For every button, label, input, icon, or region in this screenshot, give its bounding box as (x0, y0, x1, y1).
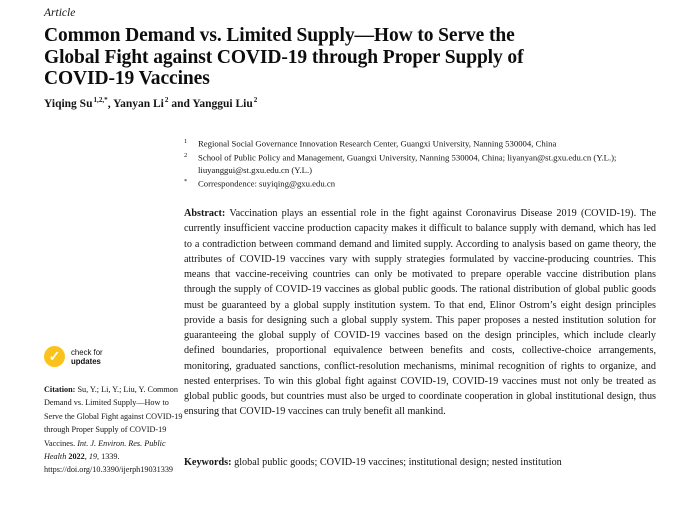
affiliation-item (184, 150, 658, 176)
author-list (44, 98, 257, 110)
affiliation-marker: 2 (184, 151, 188, 159)
author-name: Yanggui Liu (192, 98, 253, 110)
affiliation-marker: 1 (184, 138, 188, 145)
author-separator: , (107, 98, 114, 110)
keywords-label: Keywords: (184, 457, 232, 468)
page-title (44, 25, 664, 90)
keywords-text: global public goods; COVID-19 vaccines; institutional design; nested institution (234, 457, 562, 468)
title-line-1: Common Demand vs. Limited Supply—How to Serve the (44, 25, 515, 46)
citation-volume: 19 (88, 452, 97, 462)
abstract-text: Vaccination plays an essential role in the fight against Coronavirus Disease 2019 (COVID-19). The currently insufficient vaccine production capacity makes it difficult to balance supply with demand, which has led to a contradiction between command demand and limited supply. According to analysis based on game theory, the attributes of COVID-19 vaccines vary with supply strategies formulated by vaccine-producing countries. This means that vaccine-receiving countries can only be motivated to prepare operable vaccine distribution plans through the supply of COVID-19 vaccines as global public goods. The rational distribution of global public goods must be guaranteed by a global supply institution system. To that end, Elinor Ostrom’s eight design principles provide a basis for designing such a global supply system. This paper proposes a nested institution solution for guaranteeing the global supply of COVID-19 vaccines based on the design principles, which include clearly defined boundaries, proportional equivalence between benefits and costs, collective-choice arrangements, monitoring, graduated sanctions, conflict-resolution mechanisms, minimal recognition of rights to organize, and nested enterprises. To win this global fight against COVID-19, COVID-19 vaccines must not only be treated as global public goods, but countries must also be urged to coordinate cooperation in global institutional design, thus ensuring that COVID-19 vaccines can truly benefit all mankind. (184, 208, 656, 418)
affiliation-text: Correspondence: suyiqing@gxu.edu.cn (198, 178, 336, 189)
citation-label: Citation: (44, 385, 76, 394)
article-type-label: Article (44, 7, 76, 19)
citation-journal: Int. J. Environ. Res. Public Health (44, 438, 166, 462)
author-affil-sup: 2 (164, 96, 169, 105)
citation-separator: , (84, 452, 89, 462)
author-affil-sup: 2 (253, 96, 258, 105)
author-name: Yiqing Su (44, 98, 93, 110)
keywords-line (184, 457, 656, 468)
citation-body: Su, Y.; Li, Y.; Liu, Y. Common Demand vs. Limited Supply—How to Serve the Global Fight against COVID-19 through Proper Supply of COVID-19 Vaccines. (44, 385, 183, 448)
affiliation-item (184, 176, 658, 190)
author-name: Yanyan Li (113, 98, 164, 110)
badge-label (71, 348, 103, 366)
badge-label-line2: updates (71, 356, 101, 366)
author-separator: and (168, 98, 193, 110)
check-for-updates-badge[interactable] (44, 346, 103, 367)
abstract-label: Abstract: (184, 208, 226, 219)
affiliations-block (184, 136, 658, 190)
badge-label-line1: check for (71, 347, 103, 357)
citation-pages: , 1339. (97, 452, 120, 462)
affiliation-marker: * (184, 178, 188, 186)
title-line-3: COVID-19 Vaccines (44, 68, 210, 89)
checkmark-icon: ✓ (44, 346, 65, 367)
citation-year: 2022 (66, 452, 85, 462)
affiliation-text: Regional Social Governance Innovation Research Center, Guangxi University, Nanning 530004, China (198, 138, 557, 149)
author-affil-sup: 1,2,* (93, 96, 108, 105)
doi-link[interactable]: https://doi.org/10.3390/ijerph19031339 (44, 465, 174, 475)
title-line-2: Global Fight against COVID-19 through Proper Supply of (44, 46, 524, 68)
citation-block (44, 383, 183, 477)
affiliation-item (184, 136, 658, 150)
affiliation-text: School of Public Policy and Management, Guangxi University, Nanning 530004, China; liyanyan@st.gxu.edu.cn (Y.L.); liuyanggui@st.gxu.edu.cn (Y.L.) (198, 152, 617, 175)
abstract-paragraph (184, 206, 656, 420)
